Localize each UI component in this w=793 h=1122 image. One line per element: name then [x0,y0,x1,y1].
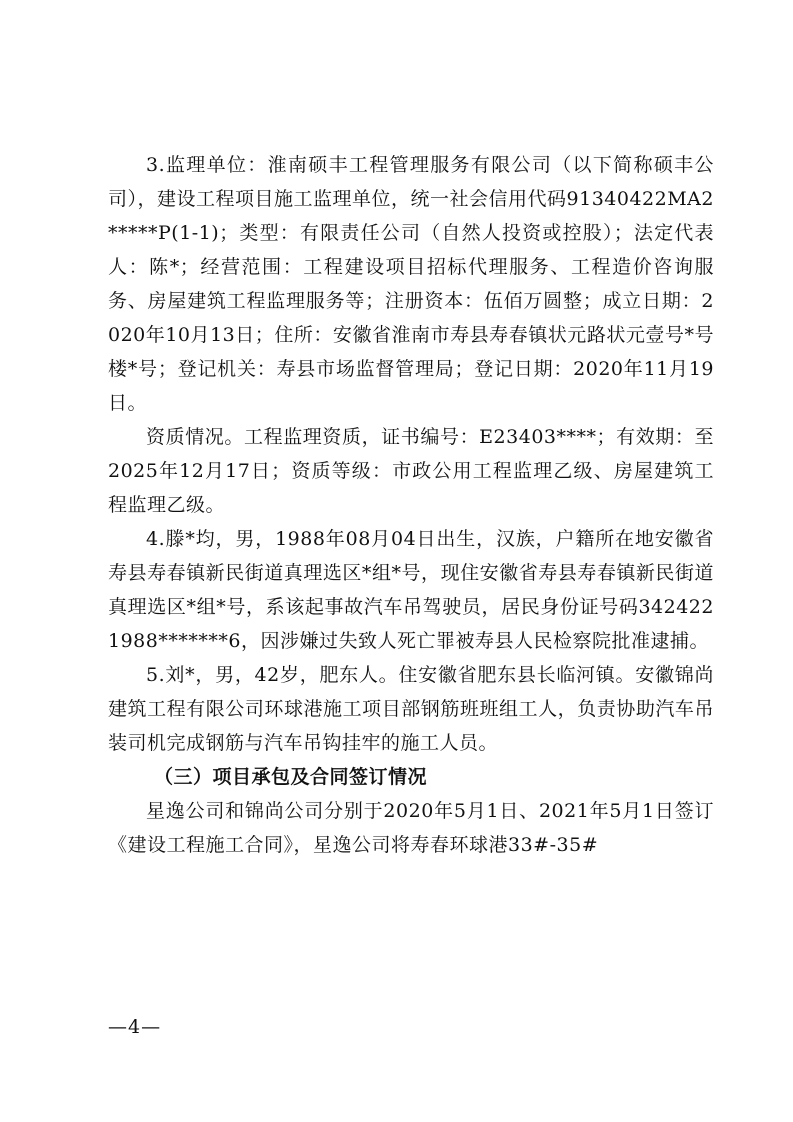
page-number: —4— [108,1016,162,1038]
section-heading: （三）项目承包及合同签订情况 [154,766,428,788]
paragraph-supervision-unit: 3.监理单位：淮南硕丰工程管理服务有限公司（以下简称硕丰公司），建设工程项目施工监理单位，统一社会信用代码91340422MA2*****P(1-1)；类型：有限责任公司（自然人投资或控股）；法定代表人：陈*；经营范围：工程建设项目招标代理服务、工程造价咨询服务、房屋建筑工程监理服务等；注册资本：伍佰万圆整；成立日期：2020年10月13日；住所：安徽省淮南市寿县寿春镇状元路状元壹号*号楼*号；登记机关：寿县市场监督管理局；登记日期：2020年11月19日。 [108,154,714,414]
document-body [108,148,714,862]
paragraph-contract: 星逸公司和锦尚公司分别于2020年5月1日、2021年5月1日签订《建设工程施工合同》，星逸公司将寿春环球港33#-35# [108,800,714,856]
paragraph-worker-info: 5.刘*，男，42岁，肥东人。住安徽省肥东县长临河镇。安徽锦尚建筑工程有限公司环球港施工项目部钢筋班班组工人，负责协助汽车吊装司机完成钢筋与汽车吊钩挂牢的施工人员。 [108,664,714,754]
paragraph-driver-info: 4.滕*均，男，1988年08月04日出生，汉族，户籍所在地安徽省寿县寿春镇新民街道真理选区*组*号，现住安徽省寿县寿春镇新民街道真理选区*组*号，系该起事故汽车吊驾驶员，居民身份证号码3424221988*******6，因涉嫌过失致人死亡罪被寿县人民检察院批准逮捕。 [108,528,714,652]
paragraph-qualification: 资质情况。工程监理资质，证书编号：E23403****；有效期：至2025年12月17日；资质等级：市政公用工程监理乙级、房屋建筑工程监理乙级。 [108,426,714,516]
